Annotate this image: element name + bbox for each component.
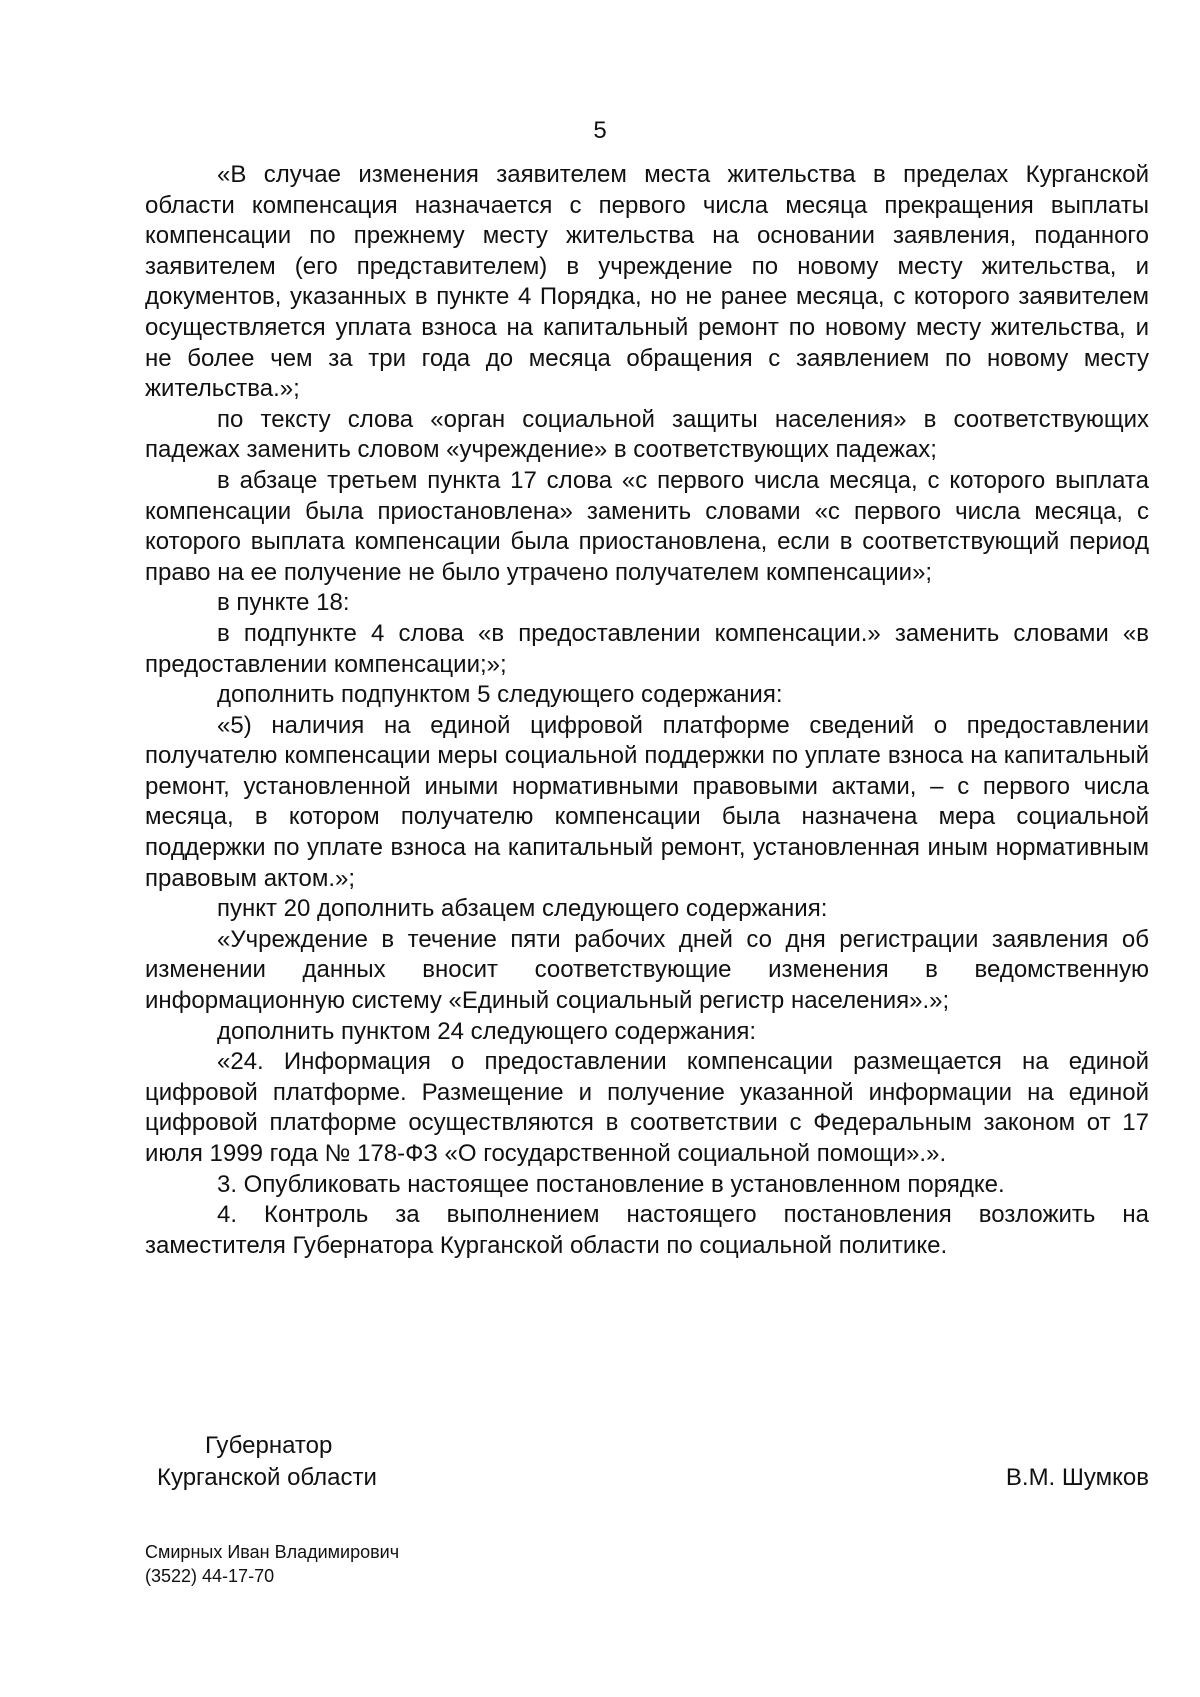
signatory-name: В.М. Шумков	[1005, 1464, 1149, 1491]
signature-block	[0, 1430, 1200, 1500]
signatory-region: Курганской области	[157, 1464, 377, 1491]
paragraph-replace-organ: по тексту слова «орган социальной защиты населения» в соответствующих падежах заменить словом «учреждение» в соответствующих падежах;	[145, 405, 1149, 464]
contact-person: Смирных Иван Владимирович	[145, 1542, 400, 1562]
paragraph-add-point-24: дополнить пунктом 24 следующего содержания:	[217, 1017, 757, 1045]
paragraph-point-20-intro: пункт 20 дополнить абзацем следующего содержания:	[217, 895, 828, 923]
paragraph-point-17: в абзаце третьем пункта 17 слова «с первого числа месяца, с которого выплата компенсации была приостановлена» заменить словами «с первого числа месяца, с которого выплата компенсации была приостановлена, если в соответствующий период право на ее получение не было утрачено получателем компенсации»;	[145, 466, 1149, 586]
paragraph-subpoint-4: в подпункте 4 слова «в предоставлении компенсации.» заменить словами «в предоставлении компенсации;»;	[145, 619, 1149, 678]
paragraph-point-20-text: «Учреждение в течение пяти рабочих дней со дня регистрации заявления об изменении данных вносит соответствующие изменения в ведомственную информационную систему «Единый социальный регистр населения».»;	[145, 925, 1149, 1015]
signatory-title: Губернатор	[205, 1432, 333, 1459]
paragraph-residence-change: «В случае изменения заявителем места жительства в пределах Курганской области компенсация назначается с первого числа месяца прекращения выплаты компенсации по прежнему месту жительства на основании заявления, поданного заявителем (его представителем) в учреждение по новому месту жительства, и документов, указанных в пункте 4 Порядка, но не ранее месяца, с которого заявителем осуществляется уплата взноса на капитальный ремонт по новому месту жительства, и не более чем за три года до месяца обращения с заявлением по новому месту жительства.»;	[145, 161, 1149, 403]
paragraph-point-24-text: «24. Информация о предоставлении компенсации размещается на единой цифровой платформе. Размещение и получение указанной информации на единой цифровой платформе осуществляются в соответствии с Федеральным законом от 17 июля 1999 года № 178-ФЗ «О государственной социальной помощи».».	[145, 1048, 1149, 1167]
contact-block	[145, 1540, 399, 1588]
page-number: 5	[593, 117, 607, 144]
paragraph-control: 4. Контроль за выполнением настоящего постановления возложить на заместителя Губернатора Курганской области по социальной политике.	[145, 1201, 1149, 1259]
document-body	[145, 160, 1149, 1261]
contact-phone: (3522) 44-17-70	[145, 1566, 275, 1586]
paragraph-publish: 3. Опубликовать настоящее постановление в установленном порядке.	[217, 1170, 1005, 1198]
paragraph-point-18-intro: в пункте 18:	[217, 589, 350, 617]
paragraph-subpoint-5-text: «5) наличия на единой цифровой платформе сведений о предоставлении получателю компенсации меры социальной поддержки по уплате взноса на капитальный ремонт, установленной иными нормативными правовыми актами, – с первого числа месяца, в котором получателю компенсации была назначена мера социальной поддержки по уплате взноса на капитальный ремонт, установленная иным нормативным правовым актом.»;	[145, 711, 1149, 892]
paragraph-add-subpoint-5: дополнить подпунктом 5 следующего содержания:	[217, 681, 783, 709]
